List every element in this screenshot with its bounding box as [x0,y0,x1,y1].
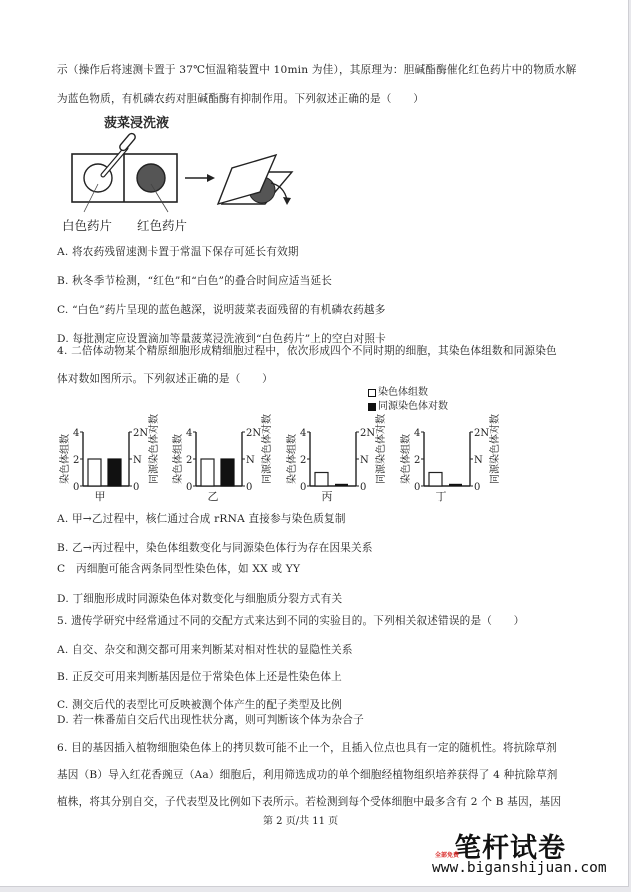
watermark-title: 笔杆试卷 [454,833,566,864]
chromosome-charts [54,385,514,507]
svg-text:0: 0 [414,482,421,493]
svg-text:2N: 2N [133,428,149,439]
svg-text:0: 0 [246,482,253,493]
q4-option-c: C 丙细胞可能含两条同型性染色体，如 XX 或 YY [57,563,301,575]
svg-text:染色体组数: 染色体组数 [173,434,184,484]
svg-text:2: 2 [300,455,307,466]
legend-label-sets: 染色体组数 [378,387,428,398]
svg-text:0: 0 [73,482,80,493]
svg-text:甲: 甲 [94,490,106,503]
bar-chromosome-sets [88,459,101,486]
svg-text:0: 0 [186,482,193,493]
q6-stem-line-3: 植株，将其分别自交，子代表型及比例如下表所示。若检测到每个受体细胞中最多含有 2 个 B 基因，基因 [57,796,562,808]
bar-chart [54,385,164,507]
svg-text:4: 4 [73,428,80,439]
svg-text:4: 4 [414,428,421,439]
svg-text:丁: 丁 [435,490,447,503]
bar-chart [281,385,391,507]
svg-text:2: 2 [414,455,421,466]
svg-text:N: N [474,455,483,466]
bar-chromosome-sets [429,473,442,487]
right-arrow-icon [185,174,215,182]
svg-text:2: 2 [73,455,80,466]
svg-text:同源染色体对数: 同源染色体对数 [490,414,501,484]
svg-text:乙: 乙 [207,490,219,503]
svg-text:染色体组数: 染色体组数 [401,434,412,484]
q3-option-c: C. “白色”药片呈现的蓝色越深，说明菠菜表面残留的有机磷农药越多 [57,304,386,316]
svg-text:2N: 2N [474,428,490,439]
pesticide-test-card-figure [62,108,322,238]
white-pill-label: 白色药片 [62,218,113,233]
q3-option-b: B. 秋冬季节检测，“红色”和“白色”的叠合时间应适当延长 [57,275,333,287]
q4-option-b: B. 乙→丙过程中，染色体组数变化与同源染色体行为存在因果关系 [57,542,373,554]
svg-text:4: 4 [300,428,307,439]
watermark-logo [432,826,612,882]
red-pill-label: 红色药片 [137,218,188,233]
chart-bing [281,385,391,507]
q3-stem-line-1: 示（操作后将速测卡置于 37℃恒温箱装置中 10min 为佳），其原理为：胆碱酯酶催化红色药片中的物质水解 [57,64,577,76]
q5-option-c: C. 测交后代的表型比可反映被测个体产生的配子类型及比例 [57,699,342,711]
q4-option-d: D. 丁细胞形成时同源染色体对数变化与细胞质分裂方式有关 [57,593,343,605]
svg-text:N: N [133,455,142,466]
svg-text:0: 0 [300,482,307,493]
page-number: 第 2 页/共 11 页 [263,816,339,827]
q4-stem-line-1: 4. 二倍体动物某个精原细胞形成精细胞过程中，依次形成四个不同时期的细胞，其染色体组数和同源染色 [57,345,557,357]
svg-text:4: 4 [186,428,193,439]
legend-label-pairs: 同源染色体对数 [378,401,448,412]
bar-chromosome-sets [201,459,214,486]
q6-stem-line-1: 6. 目的基因插入植物细胞染色体上的拷贝数可能不止一个，且插入位点也具有一定的随机性。将抗除草剂 [57,742,557,754]
svg-text:同源染色体对数: 同源染色体对数 [376,414,387,484]
watermark-tag: 全部免费 [435,852,460,859]
test-card-diagram [62,108,322,238]
red-pill-icon [137,164,165,192]
svg-text:0: 0 [133,482,140,493]
bar-chromosome-sets [315,473,328,487]
svg-text:同源染色体对数: 同源染色体对数 [149,414,160,484]
bar-chart [167,385,277,507]
svg-text:2N: 2N [360,428,376,439]
bar-chart [395,385,505,507]
chart-ding [395,385,505,507]
q5-option-b: B. 正反交可用来判断基因是位于常染色体上还是性染色体上 [57,671,342,683]
svg-text:同源染色体对数: 同源染色体对数 [262,414,273,484]
svg-text:N: N [246,455,255,466]
svg-text:染色体组数: 染色体组数 [287,434,298,484]
svg-text:染色体组数: 染色体组数 [60,434,71,484]
q3-stem-line-2: 为蓝色物质，有机磷农药对胆碱酯酶有抑制作用。下列叙述正确的是（ ） [57,93,424,105]
q5-option-d: D. 若一株番茄自交后代出现性状分离，则可判断该个体为杂合子 [57,714,364,726]
dropper-label: 菠菜浸洗液 [104,116,170,131]
chart-jia [54,385,164,507]
q4-stem-line-2: 体对数如图所示。下列叙述正确的是（ ） [57,373,273,385]
chart-yi [167,385,277,507]
q3-option-d: D. 每批测定应设置滴加等量菠菜浸洗液到“白色药片”上的空白对照卡 [57,333,386,345]
q5-option-a: A. 自交、杂交和测交都可用来判断某对相对性状的显隐性关系 [57,644,353,656]
q5-stem: 5. 遗传学研究中经常通过不同的交配方式来达到不同的实验目的。下列相关叙述错误的是（ ） [57,615,525,627]
q3-option-a: A. 将农药残留速测卡置于常温下保存可延长有效期 [57,246,299,258]
svg-text:2N: 2N [246,428,262,439]
svg-text:2: 2 [186,455,193,466]
svg-text:0: 0 [474,482,481,493]
q6-stem-line-2: 基因（B）导入红花香豌豆（Aa）细胞后，利用筛选成功的单个细胞经植物组织培养获得了 4 种抗除草剂 [57,769,558,781]
svg-text:N: N [360,455,369,466]
svg-text:丙: 丙 [321,490,333,503]
svg-text:0: 0 [360,482,367,493]
watermark-url: www.biganshijuan.com [432,860,607,876]
folded-card-icon [218,155,292,205]
q4-option-a: A. 甲→乙过程中，核仁通过合成 rRNA 直接参与染色质复制 [57,513,346,525]
